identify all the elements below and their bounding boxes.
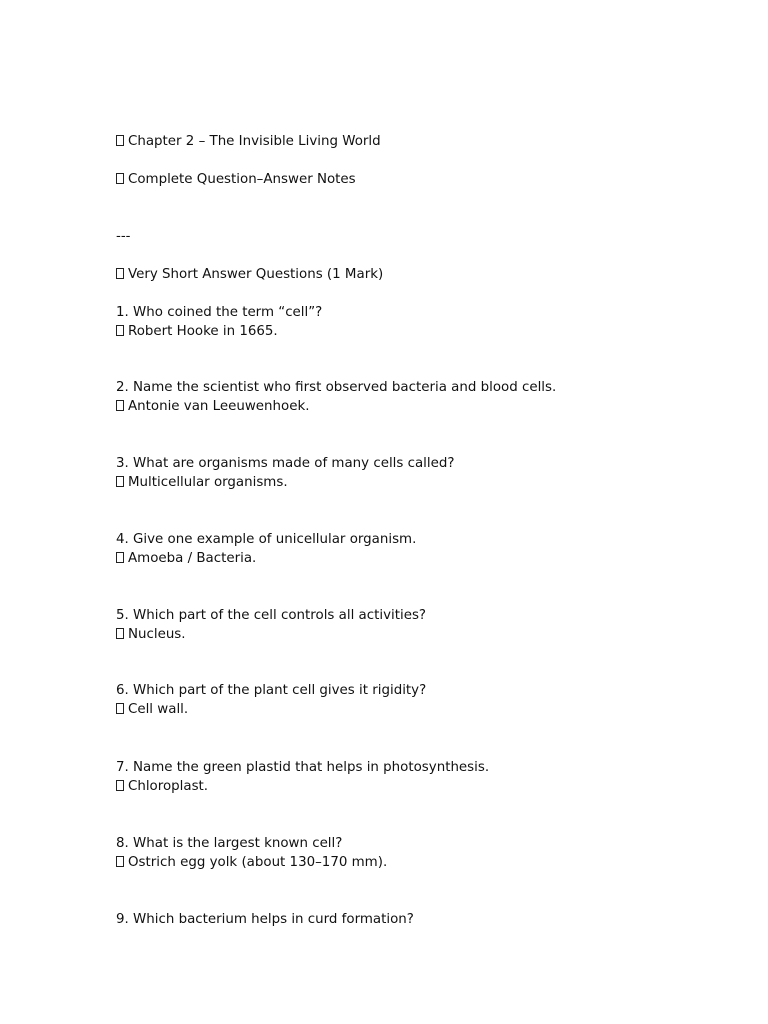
- question-text: 8. What is the largest known cell?: [116, 836, 343, 851]
- question-text: 2. Name the scientist who first observed bacteria and blood cells.: [116, 380, 557, 395]
- answer-line: [116, 549, 256, 568]
- section-heading: Very Short Answer Questions (1 Mark): [128, 267, 384, 282]
- missing-glyph-icon: [116, 628, 124, 639]
- answer-line: [116, 322, 278, 341]
- answer-line: [116, 397, 309, 416]
- subtitle: Complete Question–Answer Notes: [128, 172, 356, 187]
- answer-text: Robert Hooke in 1665.: [128, 324, 278, 339]
- question-text: 6. Which part of the plant cell gives it rigidity?: [116, 683, 427, 698]
- missing-glyph-icon: [116, 325, 124, 336]
- answer-line: [116, 853, 387, 872]
- separator: ---: [116, 229, 131, 244]
- chapter-title-line: [116, 132, 381, 151]
- missing-glyph-icon: [116, 780, 124, 791]
- answer-text: Amoeba / Bacteria.: [128, 551, 257, 566]
- answer-line: [116, 700, 188, 719]
- answer-line: [116, 777, 208, 796]
- missing-glyph-icon: [116, 552, 124, 563]
- missing-glyph-icon: [116, 173, 124, 184]
- missing-glyph-icon: [116, 268, 124, 279]
- answer-text: Multicellular organisms.: [128, 475, 288, 490]
- question-text: 5. Which part of the cell controls all activities?: [116, 608, 427, 623]
- chapter-title: Chapter 2 – The Invisible Living World: [128, 134, 381, 149]
- answer-text: Nucleus.: [128, 627, 186, 642]
- answer-line: [116, 625, 186, 644]
- answer-text: Ostrich egg yolk (about 130–170 mm).: [128, 855, 388, 870]
- question-text: 3. What are organisms made of many cells called?: [116, 456, 455, 471]
- missing-glyph-icon: [116, 476, 124, 487]
- subtitle-line: [116, 170, 356, 189]
- missing-glyph-icon: [116, 400, 124, 411]
- question-text: 7. Name the green plastid that helps in photosynthesis.: [116, 760, 490, 775]
- missing-glyph-icon: [116, 856, 124, 867]
- section-heading-line: [116, 265, 383, 284]
- answer-text: Cell wall.: [128, 702, 189, 717]
- missing-glyph-icon: [116, 703, 124, 714]
- question-text: 1. Who coined the term “cell”?: [116, 305, 323, 320]
- answer-text: Antonie van Leeuwenhoek.: [128, 399, 310, 414]
- question-text: 4. Give one example of unicellular organism.: [116, 532, 417, 547]
- answer-text: Chloroplast.: [128, 779, 209, 794]
- missing-glyph-icon: [116, 135, 124, 146]
- answer-line: [116, 473, 288, 492]
- question-text: 9. Which bacterium helps in curd formation?: [116, 912, 414, 927]
